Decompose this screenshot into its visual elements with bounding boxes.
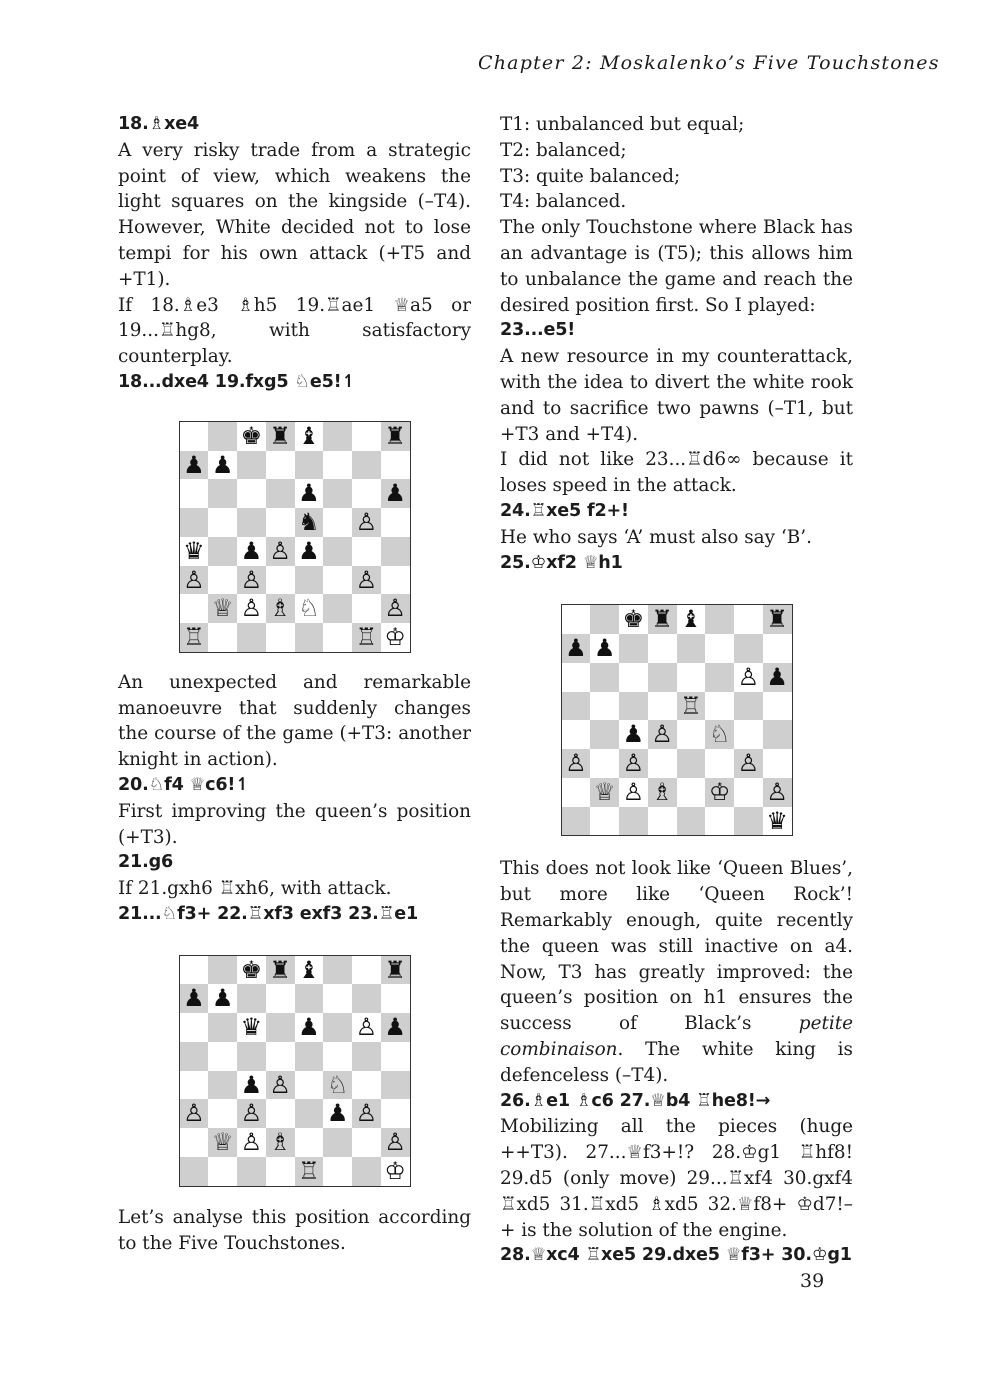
chess-piece: ♗ [266, 594, 295, 623]
chess-piece: ♔ [381, 623, 410, 652]
board-square [648, 807, 677, 836]
chess-piece: ♙ [352, 566, 381, 595]
board-square [352, 422, 381, 451]
chess-piece: ♙ [352, 1013, 381, 1042]
board-square [352, 1128, 381, 1157]
chess-piece: ♟ [180, 451, 209, 480]
chess-piece: ♗ [648, 778, 677, 807]
board-square [208, 537, 237, 566]
chess-piece: ♟ [295, 537, 324, 566]
chess-piece: ♖ [180, 623, 209, 652]
chess-piece: ♟ [208, 451, 237, 480]
board-square [266, 984, 295, 1013]
board-square [562, 778, 591, 807]
board-square [352, 956, 381, 985]
move-line: 18...dxe4 19.fxg5 ♘e5!↿ [118, 371, 357, 392]
chess-piece: ♟ [180, 984, 209, 1013]
board-square [180, 508, 209, 537]
board-square [352, 451, 381, 480]
chess-piece: ♘ [295, 594, 324, 623]
board-square [208, 508, 237, 537]
text-line: T1: unbalanced but equal; [500, 114, 745, 135]
board-square [705, 749, 734, 778]
board-square [352, 594, 381, 623]
board-square [237, 623, 266, 652]
board-square [323, 984, 352, 1013]
chess-piece: ♜ [266, 422, 295, 451]
chess-piece: ♕ [208, 1128, 237, 1157]
board-square [295, 451, 324, 480]
board-square [237, 451, 266, 480]
board-square [352, 1071, 381, 1100]
chess-piece: ♛ [763, 807, 792, 836]
chess-piece: ♙ [352, 1099, 381, 1128]
board-square [705, 663, 734, 692]
chess-piece: ♙ [562, 749, 591, 778]
board-square [323, 1157, 352, 1186]
board-square [352, 984, 381, 1013]
board-square [180, 956, 209, 985]
board-square [237, 1042, 266, 1071]
chess-piece: ♝ [677, 605, 706, 634]
paragraph: An unexpected and remarkable manoeuvre that suddenly changes the course of the game (+T3: another knight in action). [118, 671, 471, 771]
board-square [323, 422, 352, 451]
board-square [323, 1128, 352, 1157]
chess-diagram-3 [561, 604, 793, 836]
chess-piece: ♔ [705, 778, 734, 807]
board-square [266, 566, 295, 595]
board-square [266, 1013, 295, 1042]
board-square [648, 634, 677, 663]
board-square [763, 692, 792, 721]
board-square [323, 537, 352, 566]
board-square [562, 605, 591, 634]
board-square [180, 594, 209, 623]
board-square [381, 1042, 410, 1071]
board-square [323, 1042, 352, 1071]
board-square [266, 1099, 295, 1128]
board-square [619, 634, 648, 663]
italic-phrase: petite combinaison [500, 1013, 853, 1060]
board-square [734, 605, 763, 634]
chess-piece: ♙ [180, 566, 209, 595]
text-line: T2: balanced; [500, 139, 627, 161]
chess-piece: ♝ [295, 422, 324, 451]
board-square [180, 422, 209, 451]
chess-piece: ♘ [705, 720, 734, 749]
chess-piece: ♟ [323, 1099, 352, 1128]
board-square [266, 508, 295, 537]
board-square [705, 634, 734, 663]
board-square [180, 1013, 209, 1042]
chess-piece: ♚ [237, 422, 266, 451]
board-square [237, 508, 266, 537]
chess-piece: ♙ [381, 594, 410, 623]
board-square [677, 634, 706, 663]
board-square [705, 807, 734, 836]
board-square [705, 692, 734, 721]
board-square [208, 1099, 237, 1128]
board-square [208, 956, 237, 985]
board-square [734, 692, 763, 721]
chess-piece: ♟ [763, 663, 792, 692]
board-square [352, 479, 381, 508]
board-square [323, 623, 352, 652]
chess-piece: ♜ [381, 422, 410, 451]
chess-piece: ♟ [237, 537, 266, 566]
board-square [562, 692, 591, 721]
paragraph: If 21.gxh6 ♖xh6, with attack. [118, 878, 392, 900]
board-square [677, 663, 706, 692]
chess-piece: ♙ [352, 508, 381, 537]
board-square [266, 1042, 295, 1071]
move-line: 24.♖xe5 f2+! [500, 500, 629, 521]
board-square [208, 623, 237, 652]
chess-piece: ♙ [619, 749, 648, 778]
chess-piece: ♟ [237, 1071, 266, 1100]
board-square [763, 634, 792, 663]
board-square [323, 508, 352, 537]
chess-piece: ♖ [352, 623, 381, 652]
board-square [381, 984, 410, 1013]
chess-piece: ♟ [381, 479, 410, 508]
board-square [677, 807, 706, 836]
paragraph: Mobilizing all the pieces (huge ++T3). 27...♕f3+!? 28.♔g1 ♖hf8! 29.d5 (only move) 29...♖xf4 30.gxf4 ♖xd5 31.♖xd5 ♗xd5 32.♕f8+ ♔d7!–+ is the solution of the engine. [500, 1116, 853, 1241]
board-square [323, 594, 352, 623]
move-line: 23...e5! [500, 320, 576, 341]
board-square [352, 1157, 381, 1186]
board-square [590, 807, 619, 836]
board-square [619, 807, 648, 836]
paragraph: I did not like 23...♖d6∞ because it loses speed in the attack. [500, 449, 853, 497]
paragraph-text: . The white king is defenceless (–T4). [500, 1038, 853, 1086]
board-square [705, 605, 734, 634]
board-square [208, 1071, 237, 1100]
board-square [648, 663, 677, 692]
chess-piece: ♜ [266, 956, 295, 985]
board-square [295, 1128, 324, 1157]
board-square [180, 1157, 209, 1186]
chess-piece: ♕ [590, 778, 619, 807]
right-column [500, 112, 853, 1269]
page-number: 39 [800, 1270, 825, 1292]
paragraph: A new resource in my counterattack, with the idea to divert the white rook and to sacrifice two pawns (–T1, but +T3 and +T4). [500, 346, 853, 445]
board-square [381, 451, 410, 480]
board-square [295, 1071, 324, 1100]
chess-piece: ♙ [266, 537, 295, 566]
chess-piece: ♜ [763, 605, 792, 634]
paragraph-text: This does not look like ‘Queen Blues’, but more like ‘Queen Rock’! Remarkably enough, quite recently the queen was still inactive on a4. Now, T3 has greatly improved: the queen’s position on h1 ensures the success of Black’s [500, 858, 853, 1035]
chess-piece: ♔ [381, 1157, 410, 1186]
board-square [208, 422, 237, 451]
board-square [266, 623, 295, 652]
board-square [381, 566, 410, 595]
chess-piece: ♙ [237, 594, 266, 623]
board-square [381, 508, 410, 537]
board-square [208, 479, 237, 508]
board-square [266, 479, 295, 508]
board-square [180, 1042, 209, 1071]
text-line: T3: quite balanced; [500, 165, 681, 187]
chess-piece: ♙ [237, 1128, 266, 1157]
board-square [323, 451, 352, 480]
board-square [562, 807, 591, 836]
chess-piece: ♖ [295, 1157, 324, 1186]
board-square [237, 1157, 266, 1186]
board-square [323, 956, 352, 985]
board-square [180, 1128, 209, 1157]
board-square [295, 1099, 324, 1128]
chess-piece: ♙ [648, 720, 677, 749]
paragraph: If 18.♗e3 ♗h5 19.♖ae1 ♕a5 or 19...♖hg8, with satisfactory counterplay. [118, 294, 471, 368]
chess-piece: ♚ [237, 956, 266, 985]
board-square [562, 720, 591, 749]
chess-piece: ♙ [381, 1128, 410, 1157]
chess-piece: ♝ [295, 956, 324, 985]
chess-piece: ♟ [208, 984, 237, 1013]
move-line: 28.♕xc4 ♖xe5 29.dxe5 ♕f3+ 30.♔g1 [500, 1245, 852, 1266]
chapter-header: Chapter 2: Moskalenko’s Five Touchstones [478, 52, 940, 74]
move-line: 18.♗xe4 [118, 114, 200, 134]
chess-piece: ♙ [763, 778, 792, 807]
board-square [381, 1071, 410, 1100]
board-square [763, 720, 792, 749]
move-line: 21.g6 [118, 852, 174, 873]
board-square [648, 749, 677, 778]
board-square [677, 778, 706, 807]
board-square [677, 720, 706, 749]
chess-piece: ♘ [323, 1071, 352, 1100]
board-square [590, 692, 619, 721]
chess-piece: ♙ [734, 749, 763, 778]
chess-piece: ♙ [619, 778, 648, 807]
board-square [295, 566, 324, 595]
board-square [208, 1157, 237, 1186]
chess-piece: ♞ [295, 508, 324, 537]
board-square [237, 984, 266, 1013]
board-square [734, 720, 763, 749]
chess-piece: ♟ [562, 634, 591, 663]
chess-piece: ♙ [266, 1071, 295, 1100]
board-square [677, 749, 706, 778]
chess-piece: ♙ [237, 1099, 266, 1128]
board-square [295, 984, 324, 1013]
board-square [734, 807, 763, 836]
paragraph: He who says ‘A’ must also say ‘B’. [500, 526, 812, 548]
board-square [590, 663, 619, 692]
board-square [180, 479, 209, 508]
board-square [180, 1071, 209, 1100]
chess-piece: ♟ [381, 1013, 410, 1042]
board-square [208, 1013, 237, 1042]
chess-diagram-1 [179, 421, 411, 653]
paragraph: The only Touchstone where Black has an advantage is (T5); this allows him to unbalance the game and reach the desired position first. So I played: [500, 217, 853, 316]
paragraph: First improving the queen’s position (+T3). [118, 800, 471, 848]
board-square [266, 451, 295, 480]
move-line: 26.♗e1 ♗c6 27.♕b4 ♖he8!→ [500, 1090, 771, 1111]
chess-piece: ♗ [266, 1128, 295, 1157]
move-line: 25.♔xf2 ♕h1 [500, 552, 623, 573]
text-line: T4: balanced. [500, 191, 627, 213]
board-square [352, 537, 381, 566]
board-square [352, 1042, 381, 1071]
left-column [118, 112, 471, 1256]
paragraph: A very risky trade from a strategic point of view, which weakens the light squares on the kingside (–T4). However, White decided not to lose tempi for his own attack (+T5 and +T1). [118, 139, 471, 290]
board-square [295, 1042, 324, 1071]
board-square [763, 749, 792, 778]
board-square [619, 663, 648, 692]
chess-piece: ♟ [295, 479, 324, 508]
chess-piece: ♕ [208, 594, 237, 623]
board-square [590, 749, 619, 778]
chess-piece: ♙ [180, 1099, 209, 1128]
paragraph: Let’s analyse this position according to the Five Touchstones. [118, 1206, 471, 1254]
chess-piece: ♛ [180, 537, 209, 566]
board-square [323, 479, 352, 508]
chess-diagram-2 [179, 955, 411, 1187]
paragraph [500, 856, 853, 1088]
board-square [734, 778, 763, 807]
chess-piece: ♖ [677, 692, 706, 721]
board-square [295, 623, 324, 652]
board-square [648, 692, 677, 721]
board-square [381, 537, 410, 566]
board-square [734, 634, 763, 663]
chess-piece: ♟ [590, 634, 619, 663]
board-square [237, 479, 266, 508]
board-square [208, 1042, 237, 1071]
chess-piece: ♜ [381, 956, 410, 985]
chess-piece: ♟ [295, 1013, 324, 1042]
chess-piece: ♜ [648, 605, 677, 634]
move-line: 20.♘f4 ♕c6!↿ [118, 774, 250, 795]
chess-piece: ♙ [734, 663, 763, 692]
chess-piece: ♟ [619, 720, 648, 749]
board-square [266, 1157, 295, 1186]
board-square [323, 1013, 352, 1042]
board-square [590, 720, 619, 749]
board-square [619, 692, 648, 721]
board-square [562, 663, 591, 692]
move-line: 21...♘f3+ 22.♖xf3 exf3 23.♖e1 [118, 903, 418, 924]
chess-piece: ♚ [619, 605, 648, 634]
chess-piece: ♛ [237, 1013, 266, 1042]
board-square [381, 1099, 410, 1128]
board-square [208, 566, 237, 595]
board-square [323, 566, 352, 595]
board-square [590, 605, 619, 634]
chess-piece: ♙ [237, 566, 266, 595]
